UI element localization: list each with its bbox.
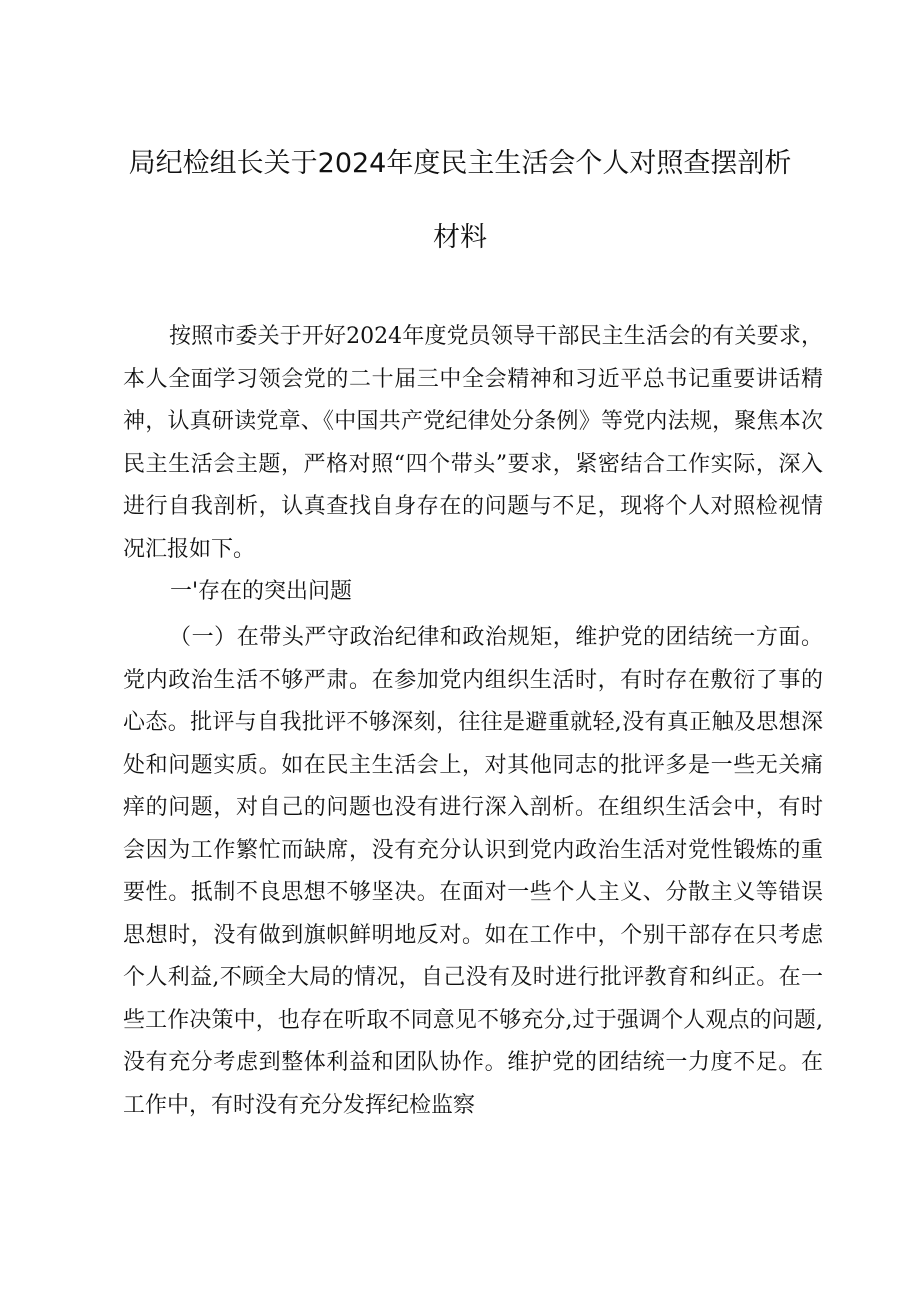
document-title-line-2: 材料 [433, 222, 487, 253]
body-paragraph-1: （一）在带头严守政治纪律和政治规矩，维护党的团结统一方面。党内政治生活不够严肃。在参加党内组织生活时，有时存在敷衍了事的心态。批评与自我批评不够深刻，往往是避重就轻,没有真正触及思想深处和问题实质。如在民主生活会上，对其他同志的批评多是一些无关痛痒的问题，对自己的问题也没有进行深入剖析。在组织生活会中，有时会因为工作繁忙而缺席，没有充分认识到党内政治生活对党性锻炼的重要性。抵制不良思想不够坚决。在面对一些个人主义、分散主义等错误思想时，没有做到旗帜鲜明地反对。如在工作中，个别干部存在只考虑个人利益,不顾全大局的情况，自己没有及时进行批评教育和纠正。在一些工作决策中，也存在听取不同意见不够充分,过于强调个人观点的问题,没有充分考虑到整体利益和团队协作。维护党的团结统一力度不足。在工作中，有时没有充分发挥纪检监察 [123, 625, 823, 1118]
intro-paragraph: 按照市委关于开好2024年度党员领导干部民主生活会的有关要求，本人全面学习领会党的二十届三中全会精神和习近平总书记重要讲话精神，认真研读党章、《中国共产党纪律处分条例》等党内法规，聚焦本次民主生活会主题，严格对照“四个带头”要求，紧密结合工作实际，深入进行自我剖析，认真查找自身存在的问题与不足，现将个人对照检视情况汇报如下。 [123, 324, 823, 562]
section-heading-1: 一'存在的突出问题 [170, 579, 353, 604]
document-title-line-1: 局纪检组长关于2024年度民主生活会个人对照查摆剖析 [128, 148, 792, 179]
